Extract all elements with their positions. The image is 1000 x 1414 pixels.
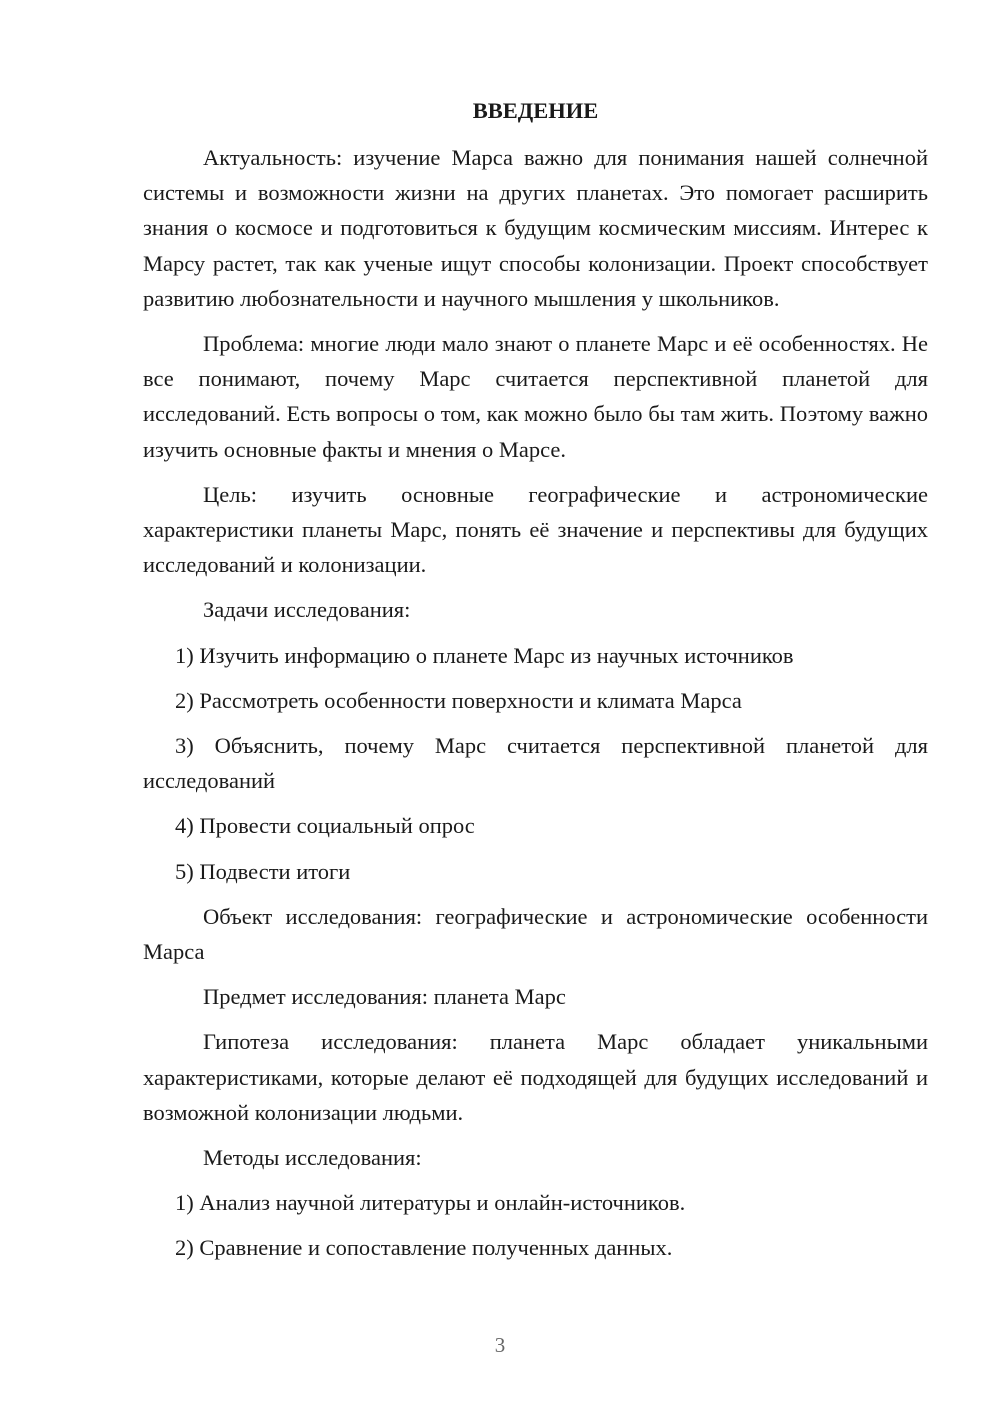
task-item: 3) Объяснить, почему Марс считается перспективной планетой для исследований [143, 733, 928, 794]
page-title: ВВЕДЕНИЕ [472, 98, 599, 123]
tasks-heading: Задачи исследования: [203, 597, 411, 623]
task-item: 4) Провести социальный опрос [175, 813, 475, 839]
methods-heading: Методы исследования: [203, 1145, 422, 1171]
problem-paragraph: Проблема: многие люди мало знают о планете Марс и её особенностях. Не все понимают, почему Марс считается перспективной планетой для исследований. Есть вопросы о том, как можно было бы там жить. Поэтому важно изучить основные факты и мнения о Марсе. [143, 331, 928, 462]
task-item: 1) Изучить информацию о планете Марс из научных источников [175, 642, 794, 668]
object-paragraph: Объект исследования: географические и астрономические особенности Марса [143, 903, 928, 965]
task-item: 2) Рассмотреть особенности поверхности и климата Марса [175, 687, 742, 713]
page-number: 3 [494, 1333, 506, 1357]
subject-paragraph: Предмет исследования: планета Марс [203, 984, 566, 1010]
method-item: 1) Анализ научной литературы и онлайн-источников. [175, 1190, 686, 1216]
hypothesis-paragraph: Гипотеза исследования: планета Марс обладает уникальными характеристиками, которые делают её подходящей для будущих исследований и возможной колонизации людьми. [143, 1029, 928, 1125]
page-content [143, 93, 928, 1276]
goal-paragraph: Цель: изучить основные географические и астрономические характеристики планеты Марс, понять её значение и перспективы для будущих исследований и колонизации. [143, 481, 928, 578]
task-item: 5) Подвести итоги [175, 858, 351, 884]
relevance-paragraph: Актуальность: изучение Марса важно для понимания нашей солнечной системы и возможности жизни на других планетах. Это помогает расширить знания о космосе и подготовиться к будущим космическим миссиям. Интерес к Марсу растет, так как ученые ищут способы колонизации. Проект способствует развитию любознательности и научного мышления у школьников. [143, 145, 928, 311]
method-item: 2) Сравнение и сопоставление полученных данных. [175, 1235, 673, 1261]
